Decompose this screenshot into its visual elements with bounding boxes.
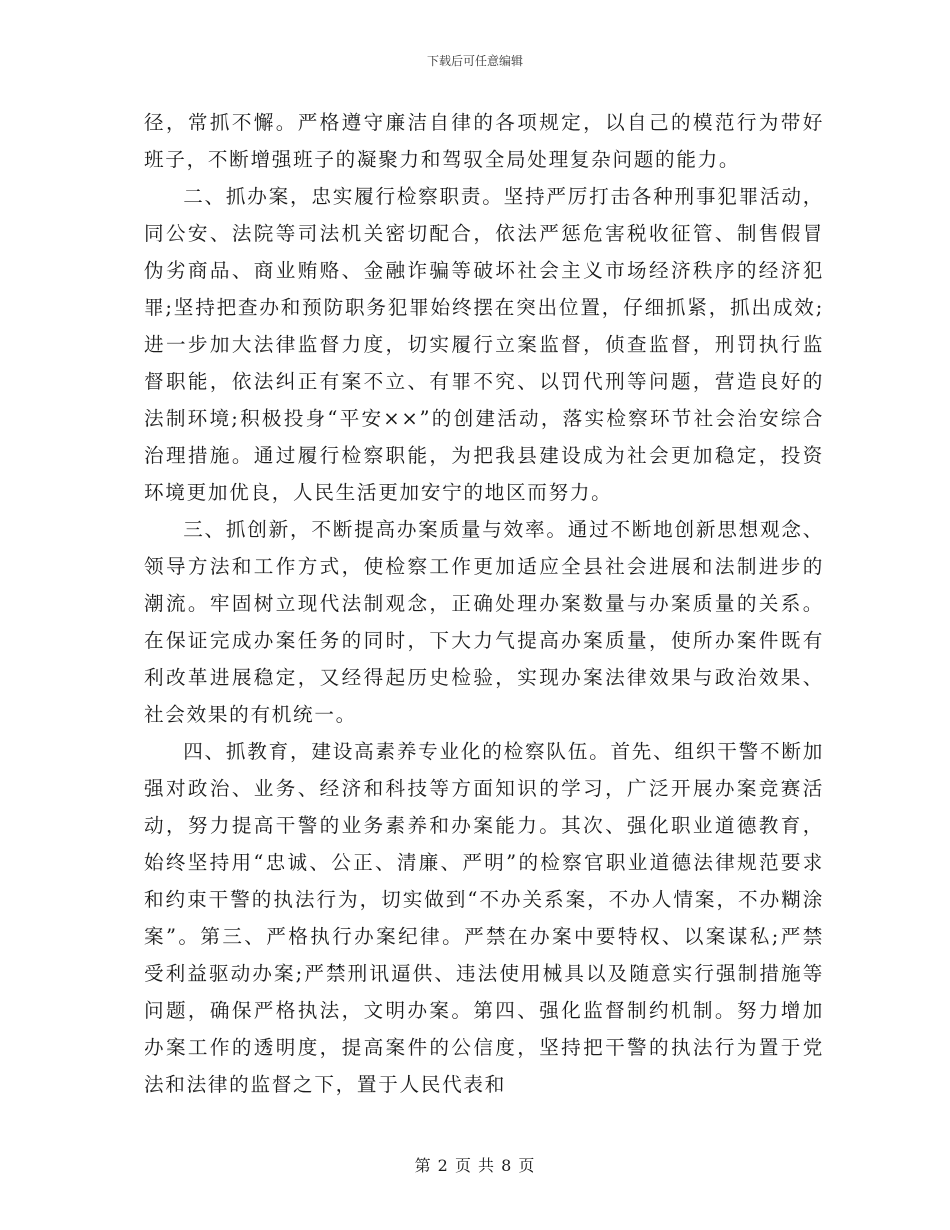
document-body (144, 104, 824, 1103)
paragraph-section-3: 三、抓创新，不断提高办案质量与效率。通过不断地创新思想观念、领导方法和工作方式，使检察工作更加适应全县社会进展和法制进步的潮流。牢固树立现代法制观念，正确处理办案数量与办案质量的关系。在保证完成办案任务的同时，下大力气提高办案质量，使所办案件既有利改革进展稳定，又经得起历史检验，实现办案法律效果与政治效果、社会效果的有机统一。 (144, 518, 824, 726)
page-number: 第 2 页 共 8 页 (414, 1156, 536, 1175)
paragraph-section-4: 四、抓教育，建设高素养专业化的检察队伍。首先、组织干警不断加强对政治、业务、经济和科技等方面知识的学习，广泛开展办案竞赛活动，努力提高干警的业务素养和办案能力。其次、强化职业道德教育，始终坚持用“忠诚、公正、清廉、严明”的检察官职业道德法律规范要求和约束干警的执法行为，切实做到“不办关系案，不办人情案，不办糊涂案”。第三、严格执行办案纪律。严禁在办案中要特权、以案谋私;严禁受利益驱动办案;严禁刑讯逼供、违法使用械具以及随意实行强制措施等问题，确保严格执法，文明办案。第四、强化监督制约机制。努力增加办案工作的透明度，提高案件的公信度，坚持把干警的执法行为置于党法和法律的监督之下，置于人民代表和 (144, 740, 824, 1096)
paragraph-section-2: 二、抓办案，忠实履行检察职责。坚持严厉打击各种刑事犯罪活动，同公安、法院等司法机关密切配合，依法严惩危害税收征管、制售假冒伪劣商品、商业贿赂、金融诈骗等破坏社会主义市场经济秩序的经济犯罪;坚持把查办和预防职务犯罪始终摆在突出位置，仔细抓紧，抓出成效;进一步加大法律监督力度，切实履行立案监督，侦查监督，刑罚执行监督职能，依法纠正有案不立、有罪不究、以罚代刑等问题，营造良好的法制环境;积极投身“平安××”的创建活动，落实检察环节社会治安综合治理措施。通过履行检察职能，为把我县建设成为社会更加稳定，投资环境更加优良，人民生活更加安宁的地区而努力。 (144, 185, 824, 504)
paragraph-continuation: 径，常抓不懈。严格遵守廉洁自律的各项规定，以自己的模范行为带好班子，不断增强班子的凝聚力和驾驭全局处理复杂问题的能力。 (144, 111, 824, 171)
page-header: 下载后可任意编辑 (426, 54, 523, 68)
